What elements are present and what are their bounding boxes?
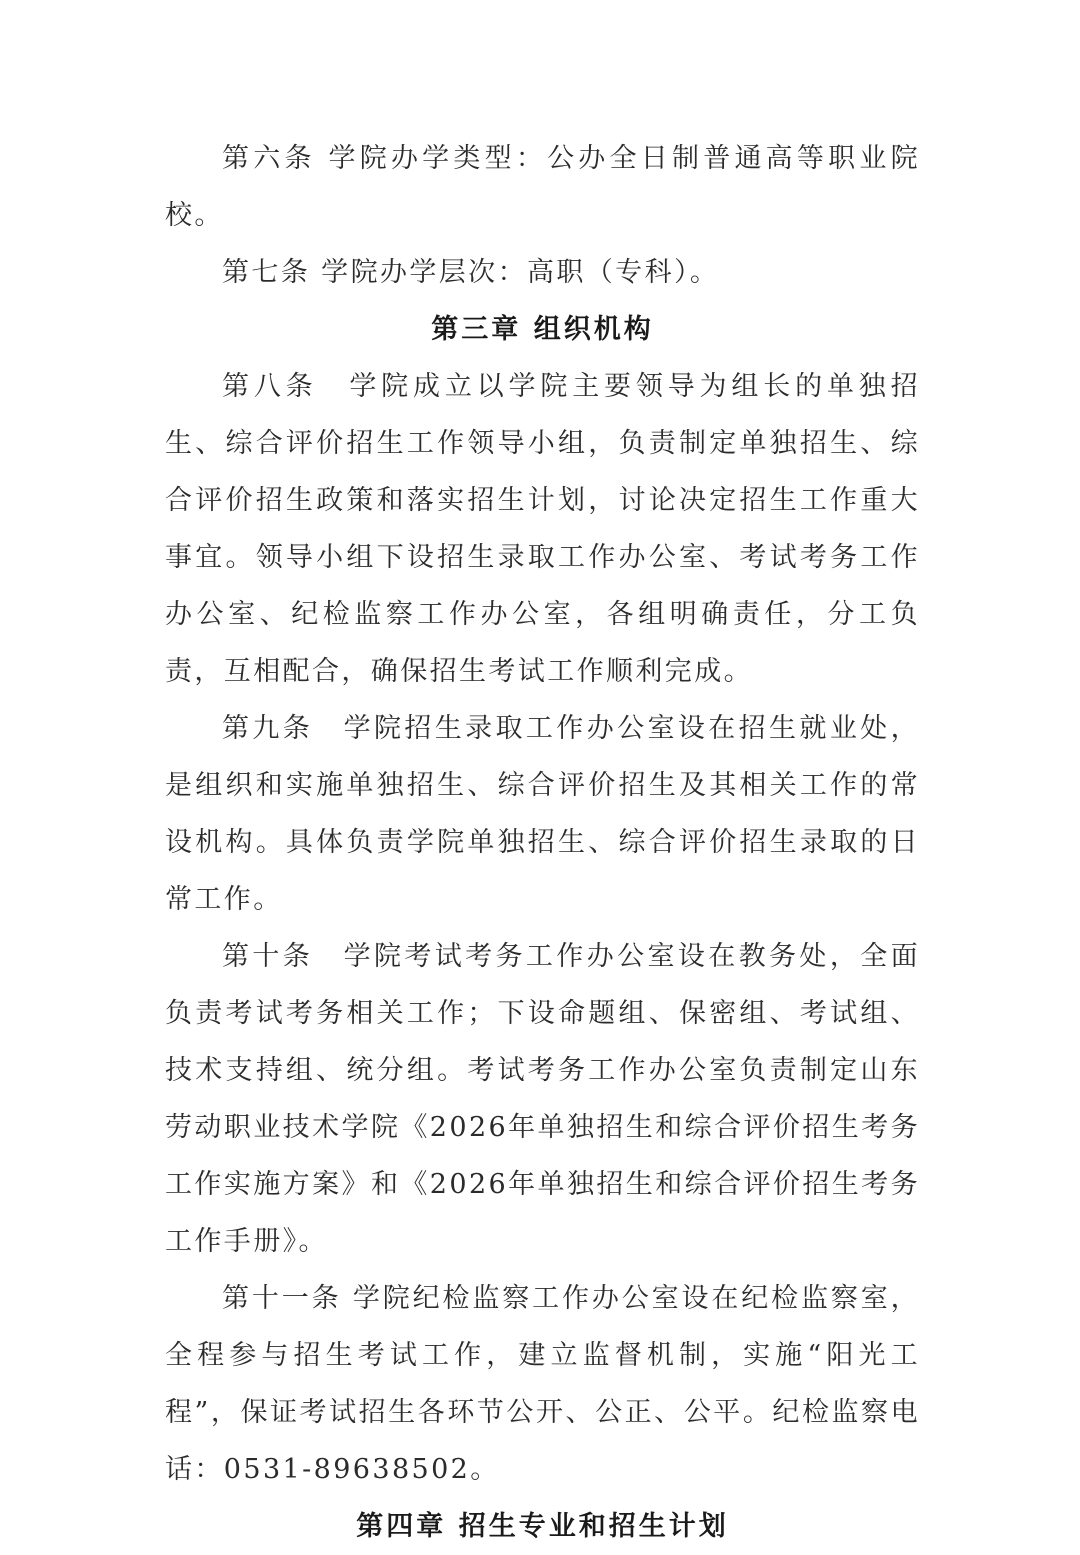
article-11: 第十一条 学院纪检监察工作办公室设在纪检监察室，全程参与招生考试工作，建立监督机制，实施“阳光工程”，保证考试招生各环节公开、公正、公平。纪检监察电话：0531-89638502。 (165, 1283, 920, 1485)
article-6: 第六条 学院办学类型：公办全日制普通高等职业院校。 (165, 143, 920, 231)
article-9: 第九条 学院招生录取工作办公室设在招生就业处，是组织和实施单独招生、综合评价招生及其相关工作的常设机构。具体负责学院单独招生、综合评价招生录取的日常工作。 (165, 713, 920, 915)
article-7: 第七条 学院办学层次：高职（专科）。 (222, 257, 720, 288)
document-page (165, 130, 920, 1555)
article-10: 第十条 学院考试考务工作办公室设在教务处，全面负责考试考务相关工作；下设命题组、保密组、考试组、技术支持组、统分组。考试考务工作办公室负责制定山东劳动职业技术学院《2026年单独招生和综合评价招生考务工作实施方案》和《2026年单独招生和综合评价招生考务工作手册》。 (165, 941, 920, 1257)
chapter-3-heading: 第三章 组织机构 (431, 314, 654, 345)
article-8: 第八条 学院成立以学院主要领导为组长的单独招生、综合评价招生工作领导小组，负责制定单独招生、综合评价招生政策和落实招生计划，讨论决定招生工作重大事宜。领导小组下设招生录取工作办公室、考试考务工作办公室、纪检监察工作办公室，各组明确责任，分工负责，互相配合，确保招生考试工作顺利完成。 (165, 371, 920, 687)
chapter-4-heading: 第四章 招生专业和招生计划 (356, 1511, 729, 1542)
